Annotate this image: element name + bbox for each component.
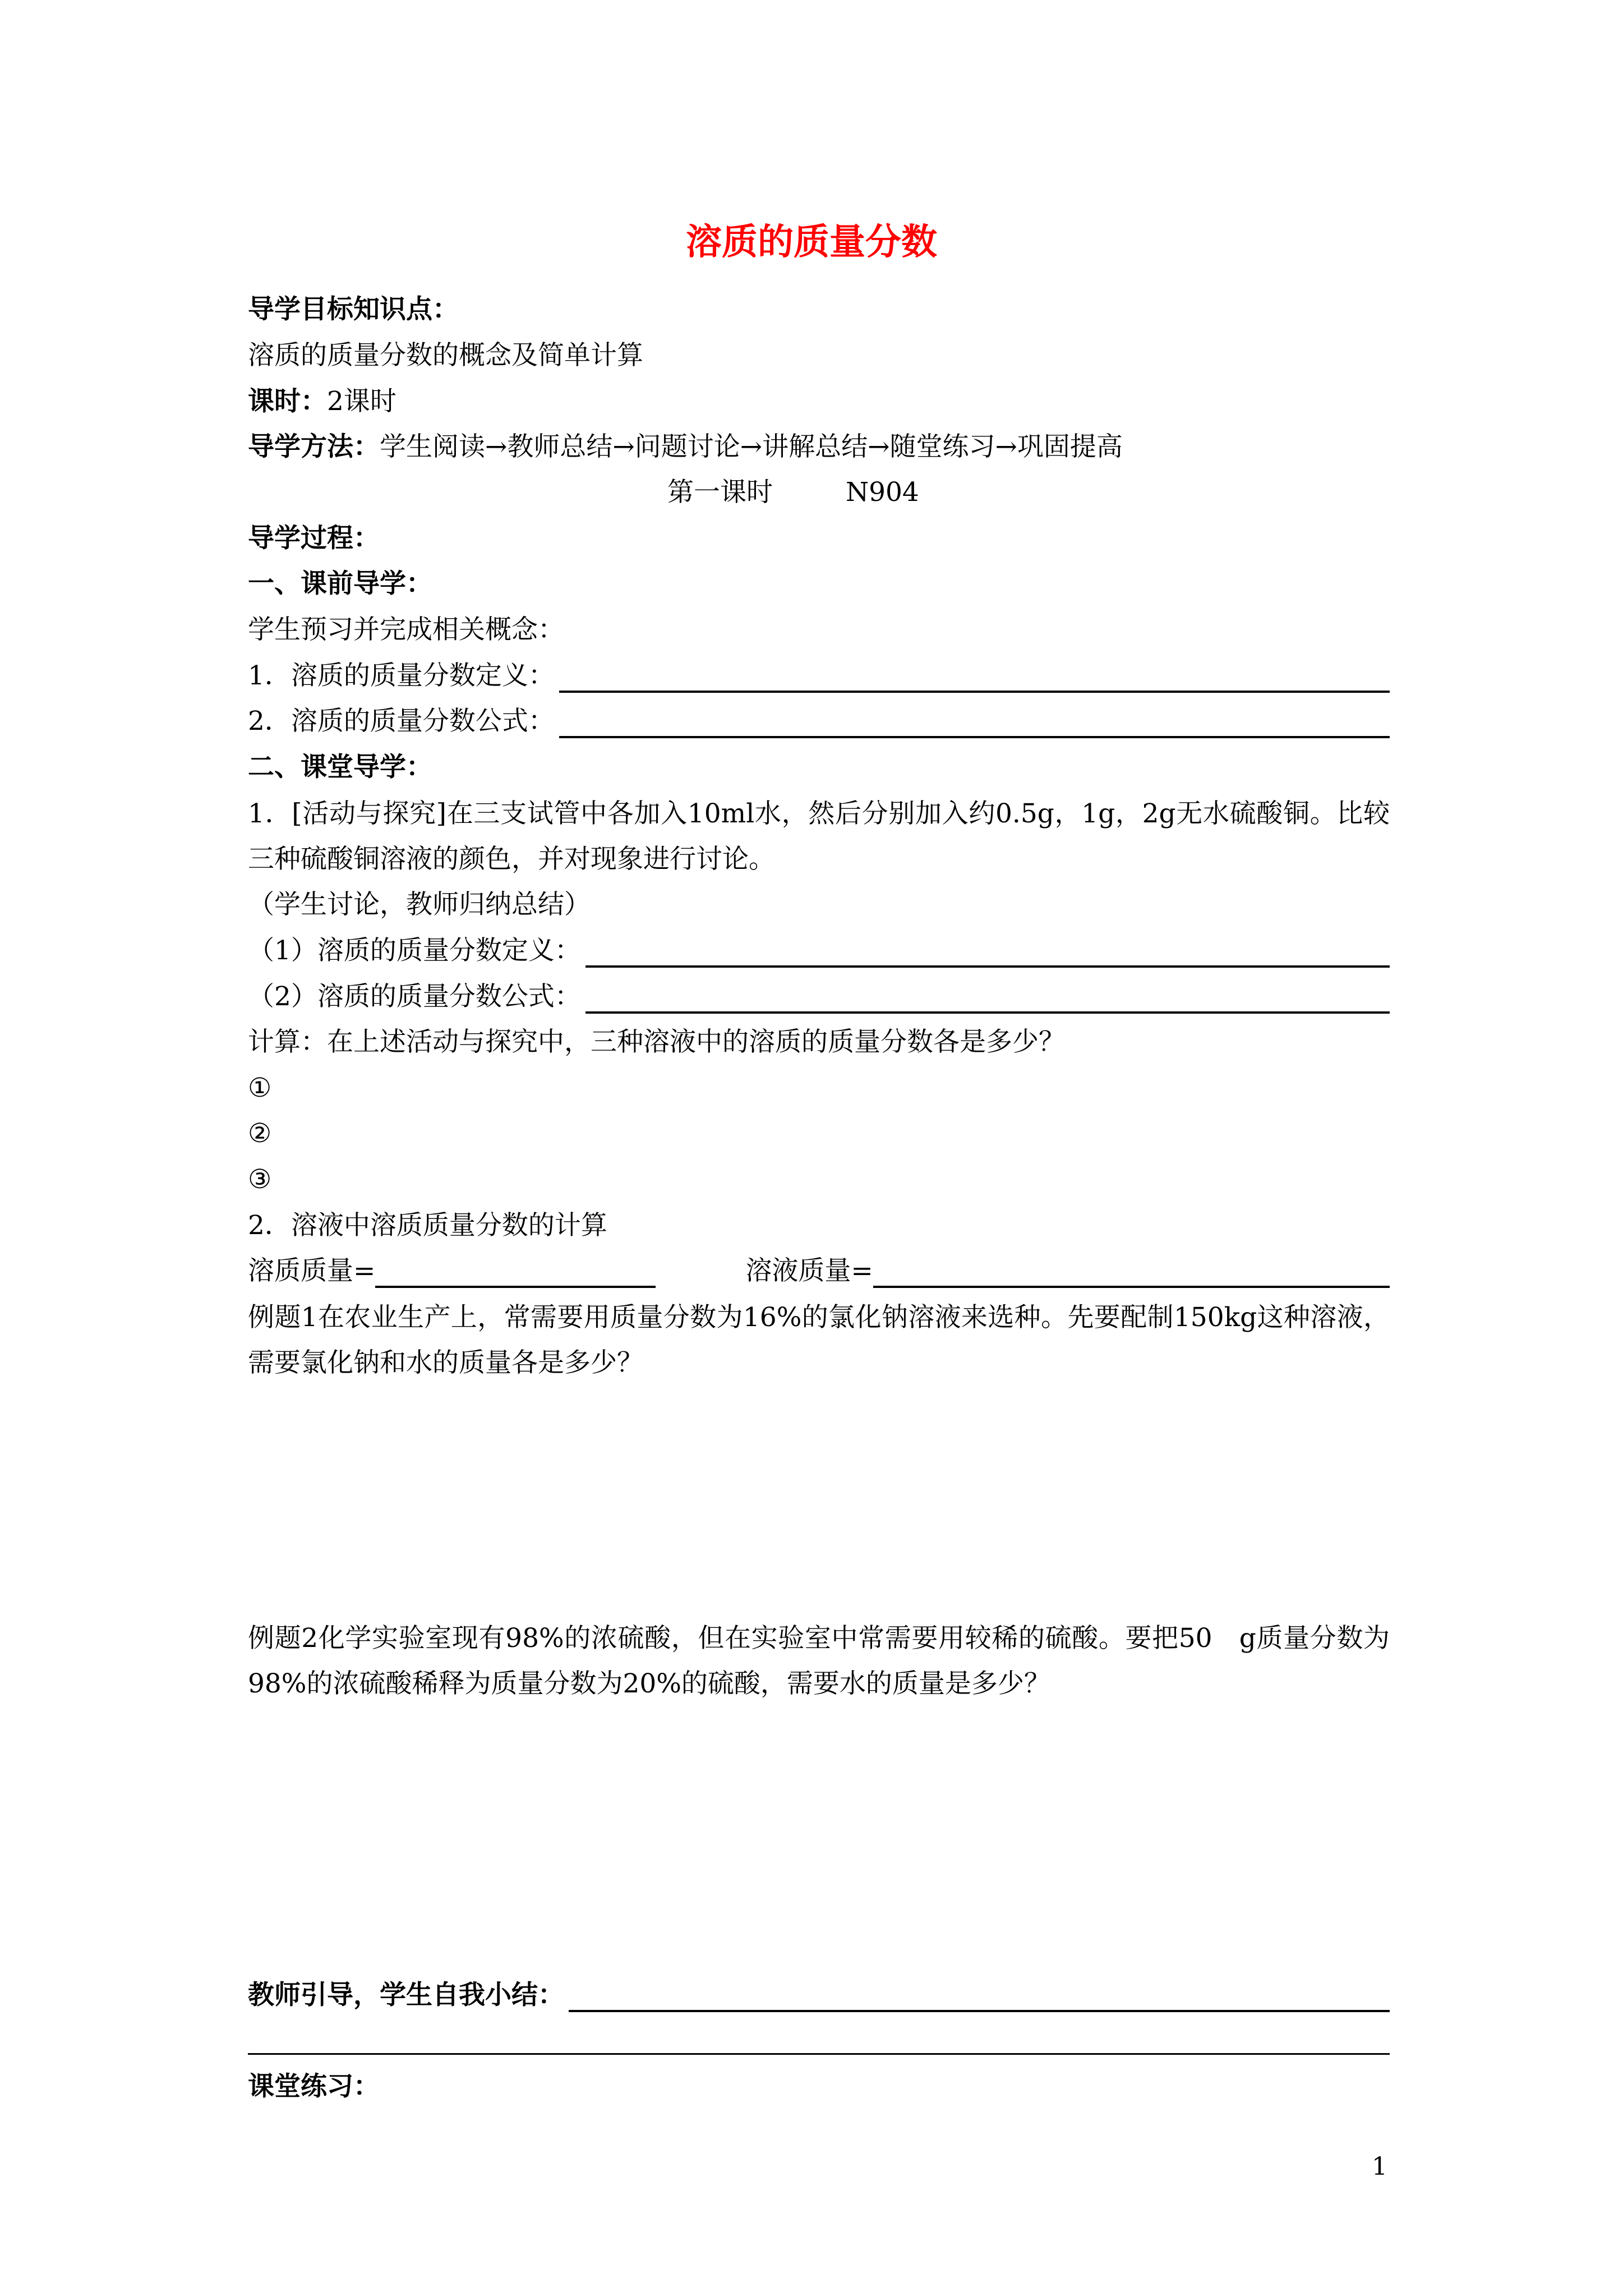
answer-marker-1: ①: [248, 1073, 272, 1103]
section1-heading: 一、课前导学：: [248, 568, 432, 599]
formula-label: 2．溶质的质量分数公式：: [248, 706, 555, 737]
example-1: 例题1在农业生产上，常需要用质量分数为16%的氯化钠溶液来选种。先要配制150kg这种溶液，需要氯化钠和水的质量各是多少？: [248, 1302, 1390, 1378]
solute-mass-label: 溶质质量=: [248, 1255, 376, 1286]
method-value: 学生阅读→教师总结→问题讨论→讲解总结→随堂练习→巩固提高: [380, 431, 1123, 462]
definition2-blank-row: [248, 934, 1390, 968]
method-line: [248, 430, 1390, 464]
definition2-blank[interactable]: [585, 941, 1390, 968]
objectives-heading: 导学目标知识点：: [248, 294, 459, 325]
page-number: 1: [1372, 2152, 1387, 2181]
summary-row: [248, 1978, 1390, 2012]
definition-label: 1．溶质的质量分数定义：: [248, 660, 555, 691]
summary-extra-line: [248, 2053, 1390, 2055]
period-value: 2课时: [327, 386, 396, 417]
definition-blank[interactable]: [559, 666, 1390, 693]
session-code: N904: [846, 477, 919, 508]
process-heading: 导学过程：: [248, 523, 380, 554]
answer-marker-2: ②: [248, 1118, 272, 1149]
objectives-text: 溶质的质量分数的概念及简单计算: [248, 340, 643, 371]
solute-mass-blank[interactable]: [375, 1261, 656, 1288]
activity-text: 1．[活动与探究]在三支试管中各加入10ml水，然后分别加入约0.5g，1g，2g无水硫酸铜。比较三种硫酸铜溶液的颜色，并对现象进行讨论。: [248, 798, 1390, 875]
solution-mass-blank[interactable]: [873, 1261, 1390, 1288]
formula2-blank-row: [248, 980, 1390, 1014]
formula2-blank[interactable]: [585, 987, 1390, 1014]
period-line: [248, 385, 1390, 418]
section1-intro: 学生预习并完成相关概念：: [248, 614, 564, 645]
page-title: 溶质的质量分数: [686, 221, 937, 263]
calc-question: 计算：在上述活动与探究中，三种溶液中的溶质的质量分数各是多少？: [248, 1027, 1065, 1057]
section2-heading: 二、课堂导学：: [248, 752, 432, 783]
method-label: 导学方法：: [248, 431, 380, 462]
solution-mass-label: 溶液质量=: [745, 1255, 873, 1286]
session-line: [667, 476, 919, 509]
example-2: 例题2化学实验室现有98%的浓硫酸，但在实验室中常需要用较稀的硫酸。要把50 g质量分数为98%的浓硫酸稀释为质量分数为20%的硫酸，需要水的质量是多少？: [248, 1623, 1390, 1699]
session-label: 第一课时: [667, 477, 773, 508]
definition-blank-row: [248, 659, 1390, 693]
calc-heading: 2．溶液中溶质质量分数的计算: [248, 1210, 607, 1241]
discussion-note: （学生讨论，教师归纳总结）: [248, 889, 591, 920]
summary-blank[interactable]: [569, 1985, 1390, 2012]
mass-formula-row: [248, 1254, 1390, 1288]
answer-marker-3: ③: [248, 1164, 272, 1195]
summary-label: 教师引导，学生自我小结：: [248, 1980, 564, 2010]
formula-blank-row: [248, 705, 1390, 738]
practice-heading: 课堂练习：: [248, 2071, 380, 2102]
formula2-label: （2）溶质的质量分数公式：: [248, 981, 581, 1012]
definition2-label: （1）溶质的质量分数定义：: [248, 935, 581, 966]
formula-blank[interactable]: [559, 711, 1390, 738]
period-label: 课时：: [248, 386, 327, 417]
